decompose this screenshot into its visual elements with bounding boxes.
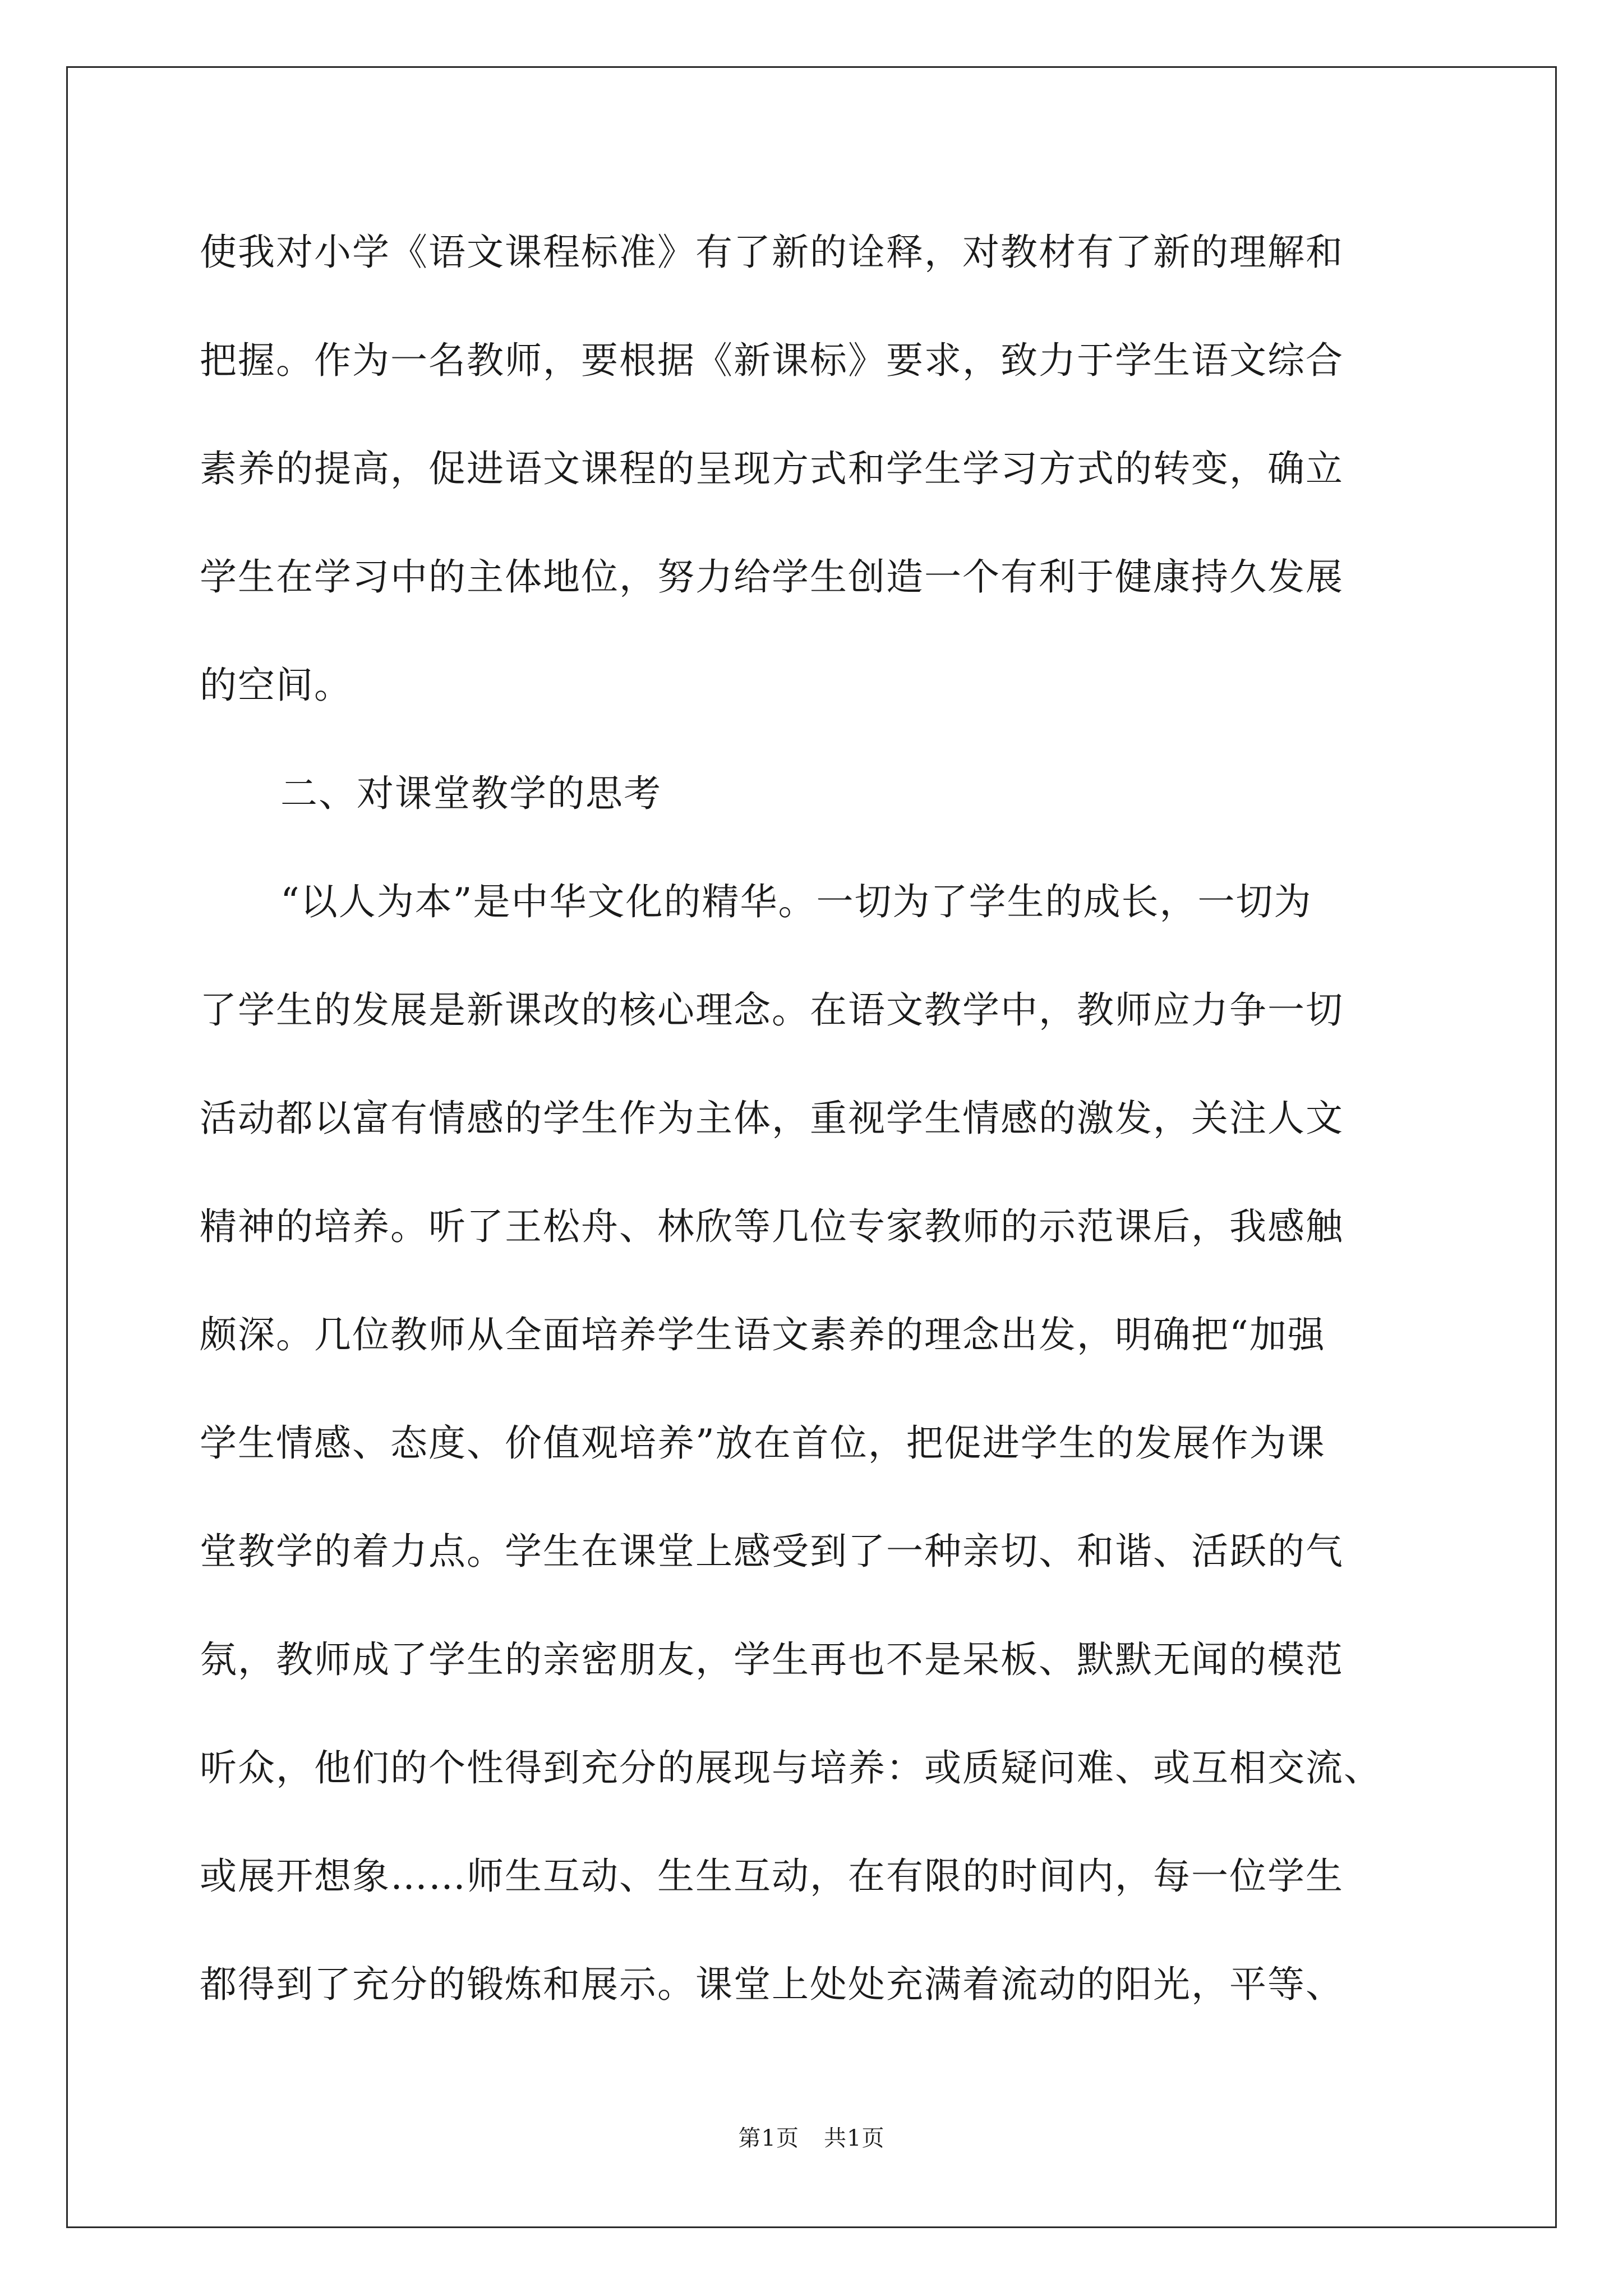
paragraph-line: 学生在学习中的主体地位，努力给学生创造一个有利于健康持久发展 (200, 555, 1344, 599)
paragraph-line: 把握。作为一名教师，要根据《新课标》要求，致力于学生语文综合 (200, 339, 1344, 382)
paragraph-line: “以人为本”是中华文化的精华。一切为了学生的成长，一切为 (280, 880, 1312, 923)
paragraph-line: 颇深。几位教师从全面培养学生语文素养的理念出发，明确把“加强 (200, 1313, 1326, 1356)
paragraph-line: 的空间。 (200, 664, 352, 707)
page-total: 共1页 (824, 2125, 885, 2151)
paragraph-line: 素养的提高，促进语文课程的呈现方式和学生学习方式的转变，确立 (200, 447, 1344, 490)
page-footer (0, 2120, 1623, 2152)
paragraph-line: 了学生的发展是新课改的核心理念。在语文教学中，教师应力争一切 (200, 988, 1344, 1032)
paragraph-line: 氛，教师成了学生的亲密朋友，学生再也不是呆板、默默无闻的模范 (200, 1638, 1344, 1681)
paragraph-line: 精神的培养。听了王松舟、林欣等几位专家教师的示范课后，我感触 (200, 1205, 1344, 1248)
paragraph-line: 都得到了充分的锻炼和展示。课堂上处处充满着流动的阳光，平等、 (200, 1963, 1344, 2006)
page-number: 第1页 (738, 2125, 799, 2151)
paragraph-line: 听众，他们的个性得到充分的展现与培养：或质疑问难、或互相交流、 (200, 1746, 1382, 1789)
paragraph-line: 学生情感、态度、价值观培养”放在首位，把促进学生的发展作为课 (200, 1421, 1326, 1465)
paragraph-line: 或展开想象……师生互动、生生互动，在有限的时间内，每一位学生 (200, 1855, 1344, 1898)
paragraph-line: 活动都以富有情感的学生作为主体，重视学生情感的激发，关注人文 (200, 1097, 1344, 1140)
paragraph-line: 堂教学的着力点。学生在课堂上感受到了一种亲切、和谐、活跃的气 (200, 1530, 1344, 1573)
document-body (200, 208, 1433, 2048)
paragraph-line: 使我对小学《语文课程标准》有了新的诠释，对教材有了新的理解和 (200, 231, 1344, 274)
section-heading: 二、对课堂教学的思考 (280, 772, 662, 815)
